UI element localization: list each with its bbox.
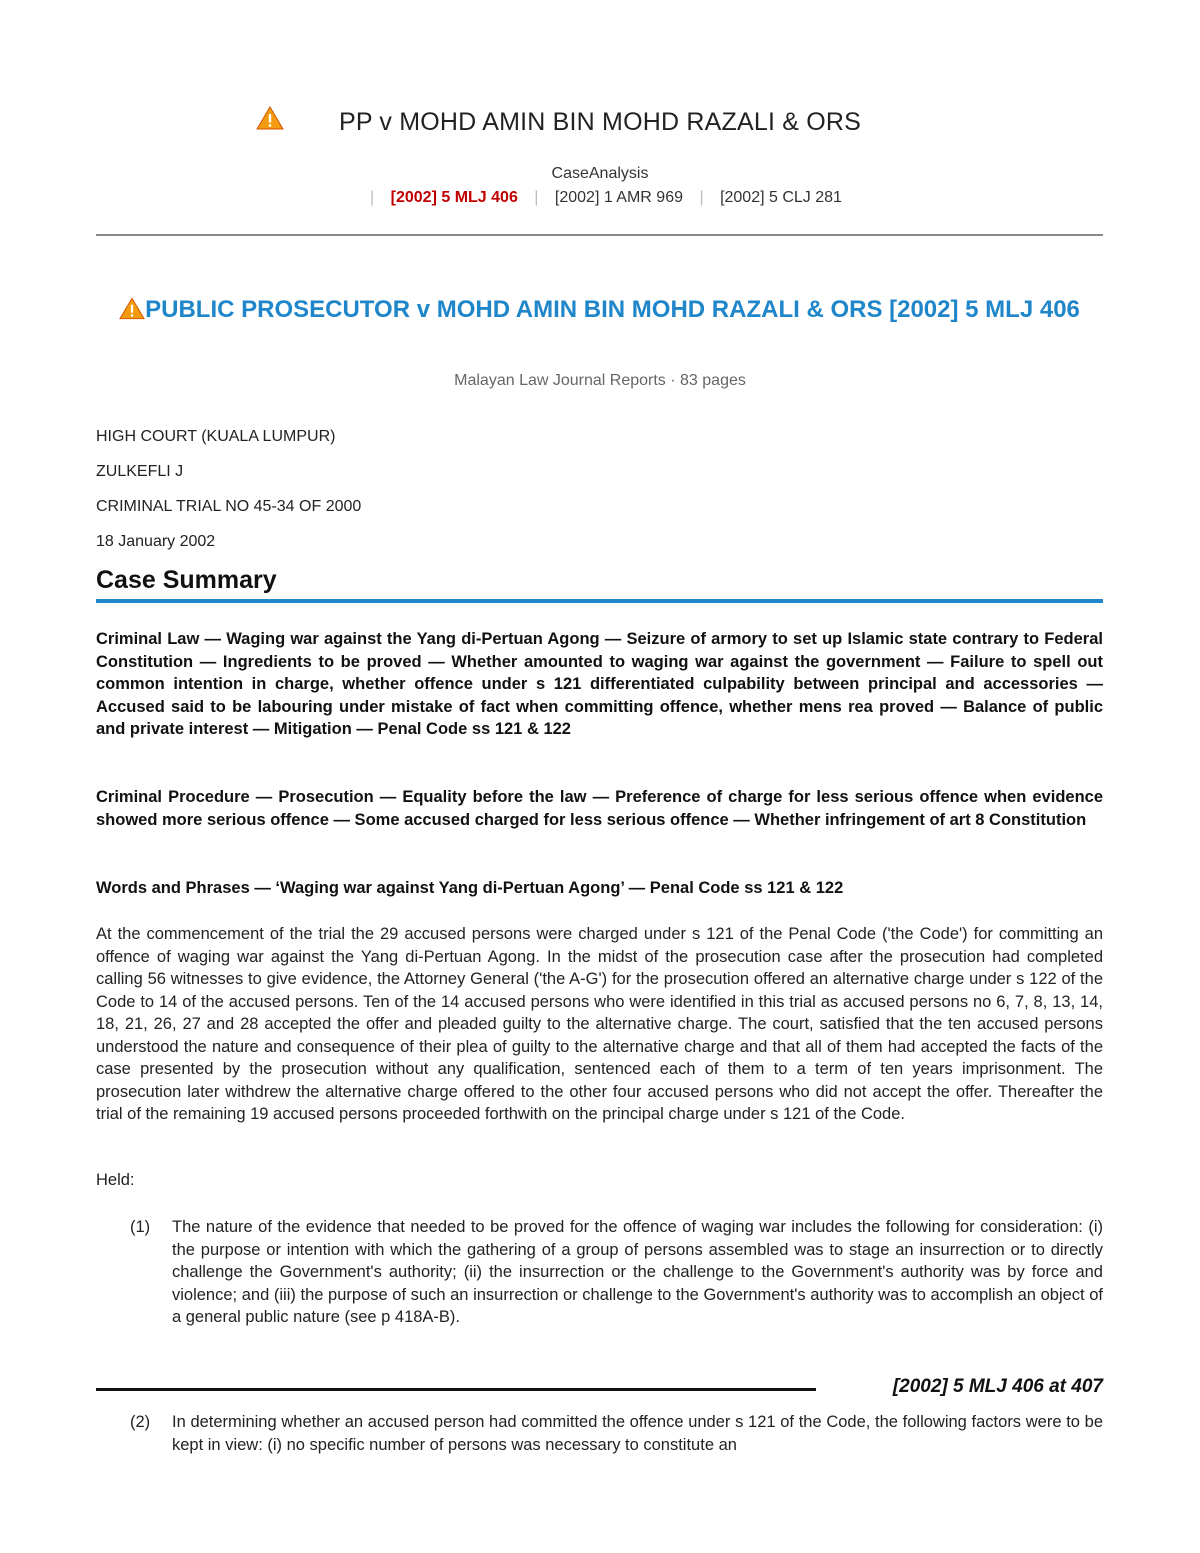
held-item bbox=[96, 1411, 1103, 1461]
held-item-number: (2) bbox=[130, 1413, 151, 1431]
citation-bar bbox=[0, 189, 1200, 207]
judgment-date: 18 January 2002 bbox=[96, 533, 216, 550]
held-item bbox=[96, 1216, 1103, 1356]
page-header-title bbox=[0, 108, 1200, 137]
header-divider bbox=[96, 234, 1103, 236]
citation-link-amr[interactable]: [2002] 1 AMR 969 bbox=[554, 189, 683, 206]
catchwords-paragraph: Words and Phrases — ‘Waging war against Yang di-Pertuan Agong’ — Penal Code ss 121 & 122 bbox=[96, 879, 844, 897]
citation-link-clj[interactable]: [2002] 5 CLJ 281 bbox=[720, 189, 842, 206]
page-break-rule bbox=[96, 1388, 816, 1391]
document-title bbox=[96, 294, 1103, 329]
catchwords-paragraph: Criminal Procedure — Prosecution — Equality before the law — Preference of charge for less serious offence when evidence showed more serious offence — Some accused charged for less serious offence — Whether infringement of art 8 Constitution bbox=[96, 788, 1103, 829]
held-item-number: (1) bbox=[130, 1218, 151, 1236]
citation-link-mlj[interactable]: [2002] 5 MLJ 406 bbox=[390, 189, 518, 206]
judge-name: ZULKEFLI J bbox=[96, 463, 184, 480]
held-label: Held: bbox=[96, 1171, 135, 1189]
page-break-marker bbox=[96, 1374, 1103, 1402]
document-title-text: PUBLIC PROSECUTOR v MOHD AMIN BIN MOHD RAZALI & ORS [2002] 5 MLJ 406 bbox=[145, 296, 1080, 323]
section-divider bbox=[96, 599, 1103, 603]
summary-paragraph: At the commencement of the trial the 29 accused persons were charged under s 121 of the Penal Code ('the Code') for committing an offence of waging war against the Yang di-Pertuan Agong. In the midst of the prosecution case after the prosecution had completed calling 56 witnesses to give evidence, the Attorney General ('the A-G') for the prosecution offered an alternative charge under s 122 of the Code to 14 of the accused persons. Ten of the 14 accused persons who were identified in this trial as accused persons no 6, 7, 8, 13, 14, 18, 21, 26, 27 and 28 accepted the offer and pleaded guilty to the alternative charge. The court, satisfied that the ten accused persons understood the nature and consequence of their plea of guilty to the alternative charge and that all of them had accepted the facts of the case presented by the prosecution without any qualification, sentenced each of them to a term of ten years imprisonment. The prosecution later withdrew the alternative charge offered to the other four accused persons who did not accept the offer. Thereafter the trial of the remaining 19 accused persons proceeded forthwith on the principal charge under s 121 of the Code. bbox=[96, 925, 1103, 1123]
court-name: HIGH COURT (KUALA LUMPUR) bbox=[96, 428, 336, 445]
page-break-reference: [2002] 5 MLJ 406 at 407 bbox=[892, 1376, 1103, 1397]
warning-triangle-icon bbox=[119, 297, 145, 329]
held-item-text: In determining whether an accused person had committed the offence under s 121 of the Code, the following factors were to be kept in view: (i) no specific number of persons was necessary to constitute an bbox=[172, 1413, 1103, 1454]
section-heading: Case Summary bbox=[96, 566, 277, 594]
citation-separator: | bbox=[699, 189, 704, 206]
held-item-text: The nature of the evidence that needed to be proved for the offence of waging war includes the following for consideration: (i) the purpose or intention with which the gathering of a group of persons assembled was to stage an insurrection or to directly challenge the Government's authority; (ii) the insurrection or the challenge to the Government's authority was by force and violence; and (iii) the purpose of such an insurrection or challenge to the Government's authority was to accomplish an object of a general public nature (see p 418A-B). bbox=[172, 1218, 1103, 1326]
citation-separator: | bbox=[534, 189, 539, 206]
case-number: CRIMINAL TRIAL NO 45-34 OF 2000 bbox=[96, 498, 362, 515]
case-analysis-label: CaseAnalysis bbox=[551, 165, 649, 182]
catchwords-paragraph: Criminal Law — Waging war against the Yang di-Pertuan Agong — Seizure of armory to set up Islamic state contrary to Federal Constitution — Ingredients to be proved — Whether amounted to waging war against the government — Failure to spell out common intention in charge, whether offence under s 121 differentiated culpability between principal and accessories — Accused said to be labouring under mistake of fact when committing offence, whether mens rea proved — Balance of public and private interest — Mitigation — Penal Code ss 121 & 122 bbox=[96, 630, 1103, 738]
document-subtitle: Malayan Law Journal Reports · 83 pages bbox=[454, 372, 746, 389]
short-title-text: PP v MOHD AMIN BIN MOHD RAZALI & ORS bbox=[338, 108, 862, 136]
citation-separator: | bbox=[370, 189, 375, 206]
warning-triangle-icon bbox=[256, 106, 284, 137]
